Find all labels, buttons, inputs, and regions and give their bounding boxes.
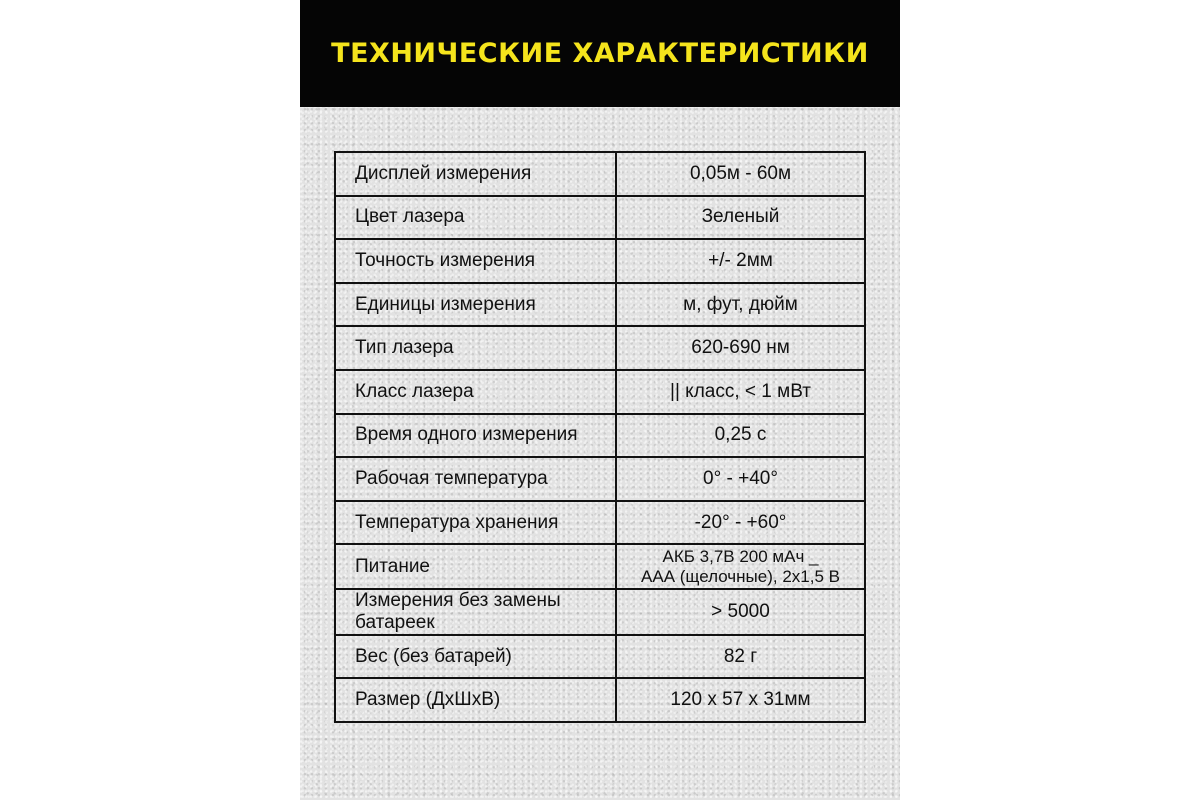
spec-label: Тип лазера [335,326,616,370]
table-row [335,370,865,414]
spec-value: 120 x 57 x 31мм [616,678,865,722]
spec-value: || класс, < 1 мВт [616,370,865,414]
table-row [335,283,865,327]
table-row [335,544,865,589]
spec-label: Класс лазера [335,370,616,414]
table-row [335,152,865,196]
spec-label: Вес (без батарей) [335,635,616,679]
page-title: ТЕХНИЧЕСКИЕ ХАРАКТЕРИСТИКИ [331,38,869,69]
spec-value: > 5000 [616,589,865,635]
spec-value: м, фут, дюйм [616,283,865,327]
spec-label: Точность измерения [335,239,616,283]
spec-label: Единицы измерения [335,283,616,327]
table-row [335,326,865,370]
spec-label: Время одного измерения [335,414,616,458]
spec-label: Цвет лазера [335,196,616,240]
table-row [335,589,865,635]
spec-value: АКБ 3,7В 200 мАч _ ААА (щелочные), 2x1,5 В [616,544,865,589]
spec-value: 0° - +40° [616,457,865,501]
spec-label: Рабочая температура [335,457,616,501]
spec-value: 620-690 нм [616,326,865,370]
table-row [335,457,865,501]
spec-label: Измерения без замены батареек [335,589,616,635]
spec-value: 82 г [616,635,865,679]
table-row [335,414,865,458]
spec-value: -20° - +60° [616,501,865,545]
spec-label: Дисплей измерения [335,152,616,196]
spec-card [300,0,900,800]
spec-value: 0,25 с [616,414,865,458]
spec-label: Размер (ДхШхВ) [335,678,616,722]
header-banner [300,0,900,107]
spec-table [334,151,866,723]
table-row [335,196,865,240]
spec-value: 0,05м - 60м [616,152,865,196]
spec-value: Зеленый [616,196,865,240]
spec-label: Питание [335,544,616,589]
table-row [335,678,865,722]
table-row [335,635,865,679]
table-row [335,501,865,545]
spec-value: +/- 2мм [616,239,865,283]
table-row [335,239,865,283]
spec-label: Температура хранения [335,501,616,545]
